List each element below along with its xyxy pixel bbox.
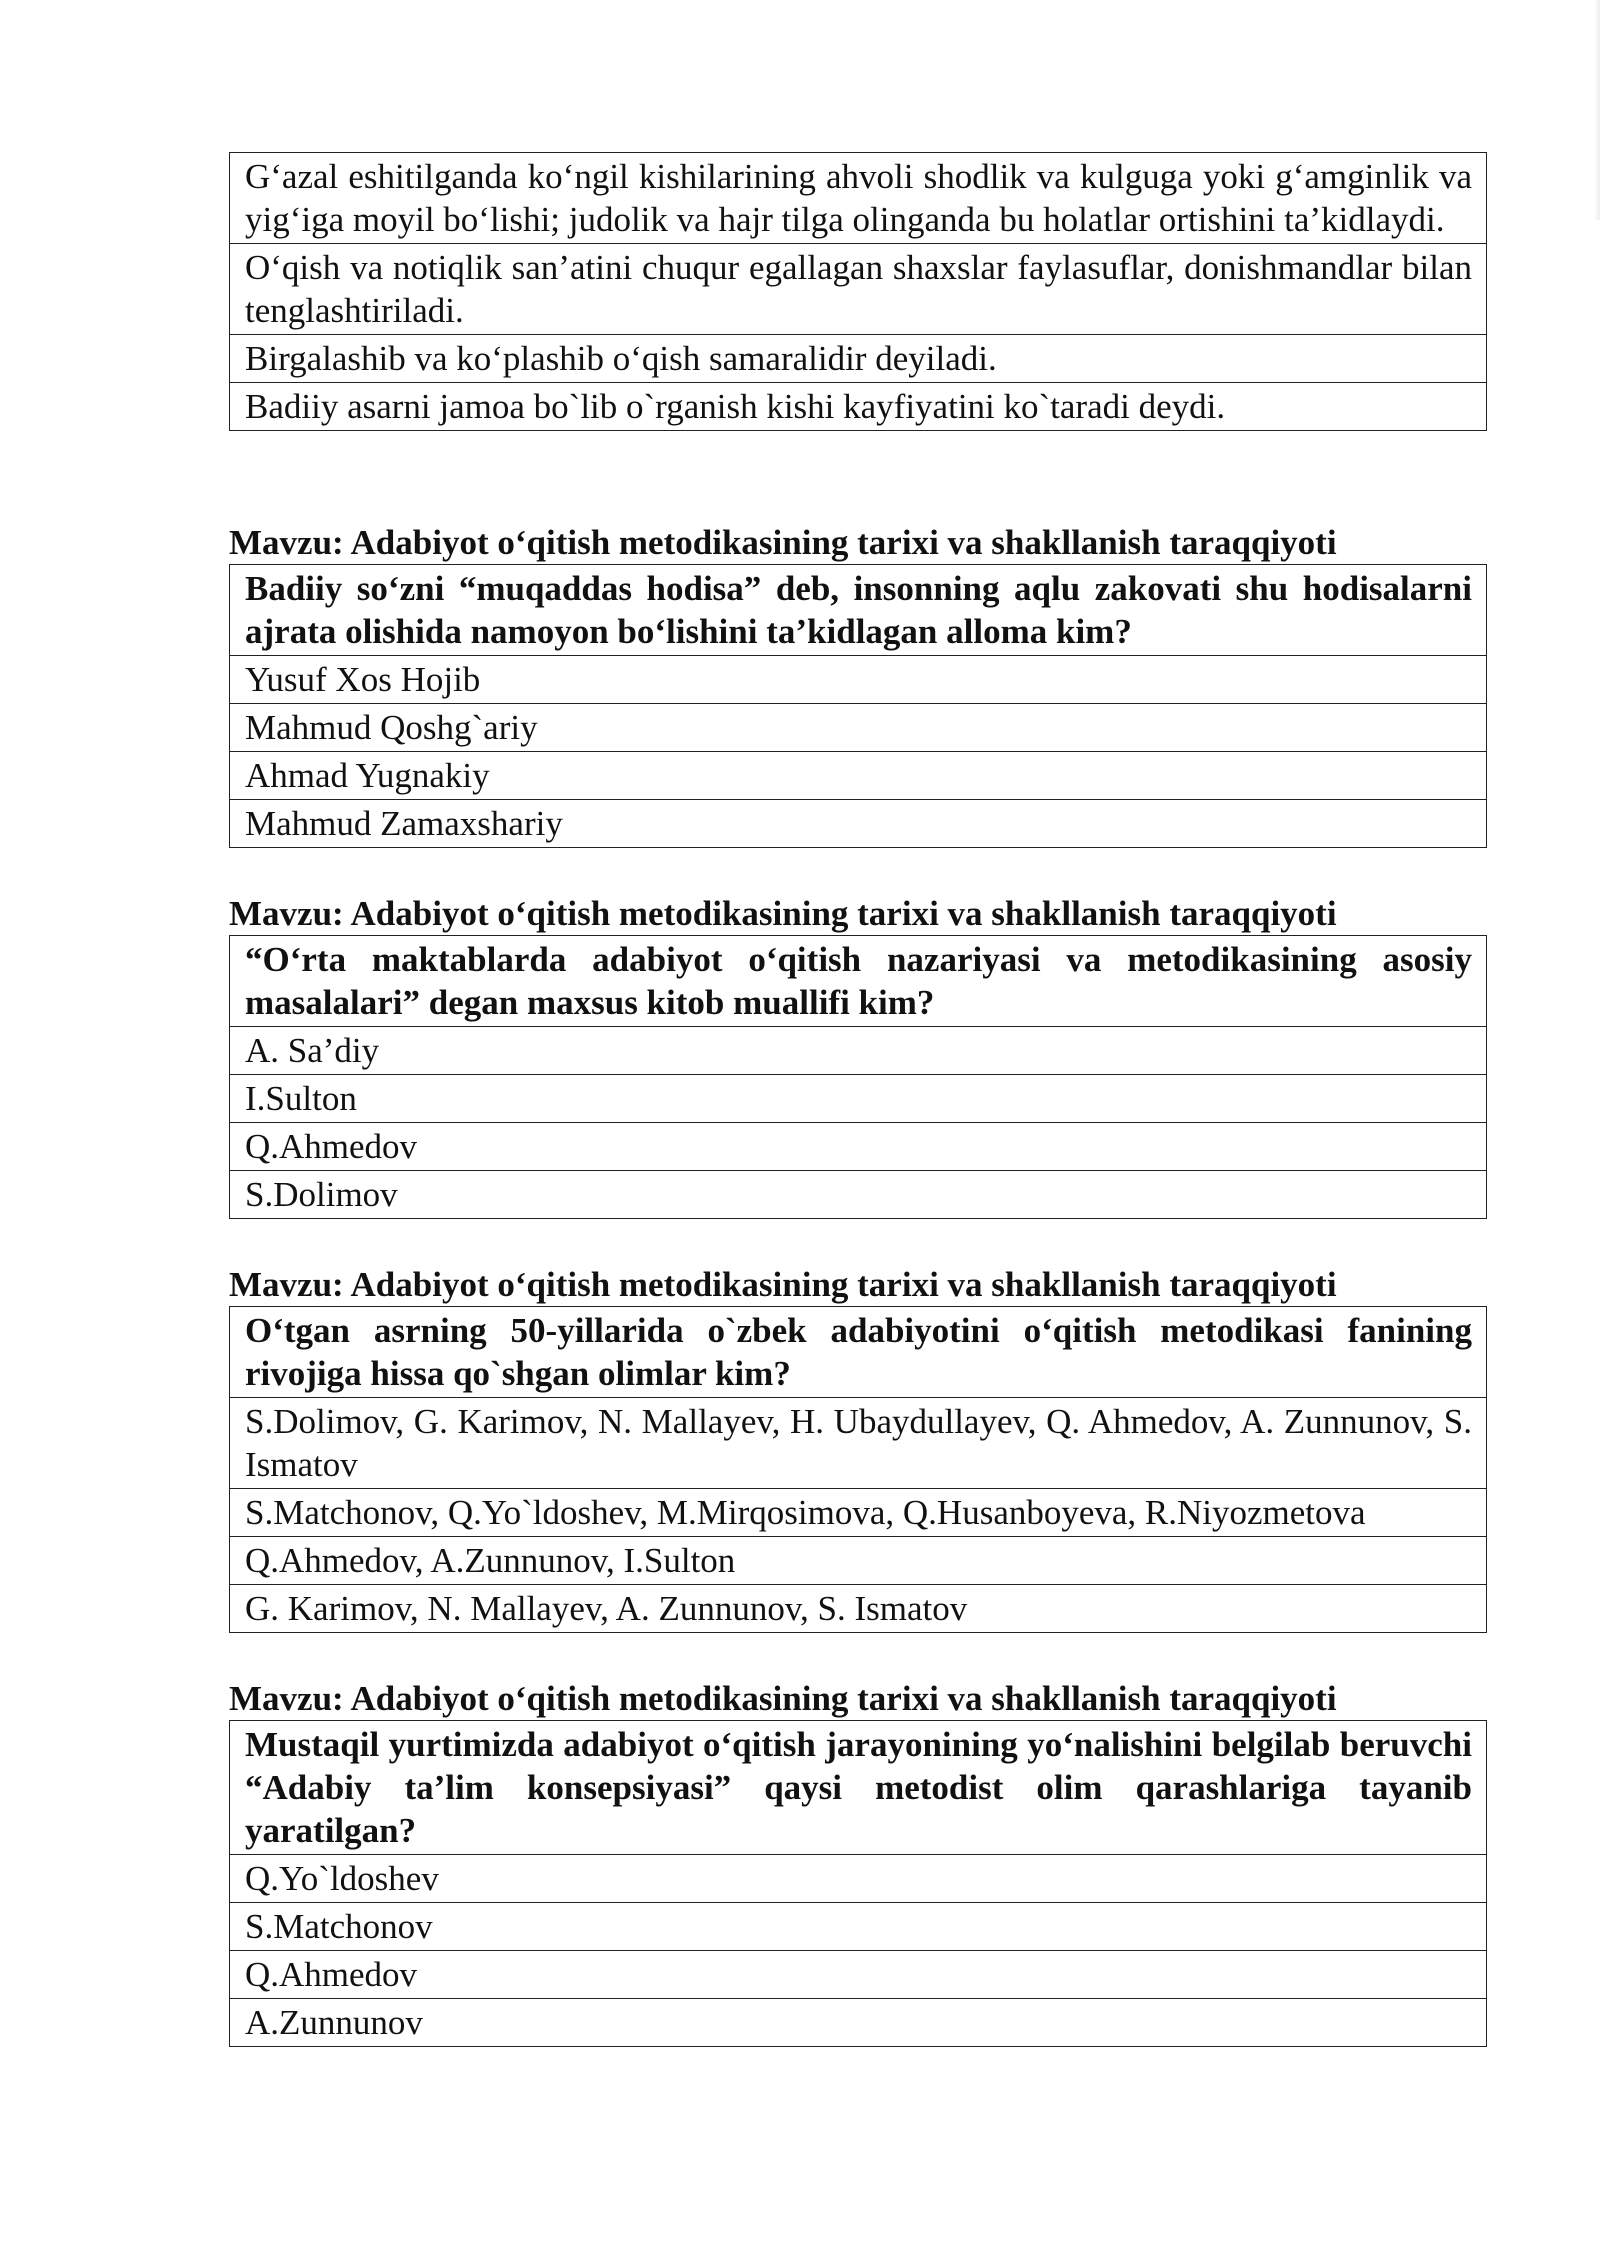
option-cell: G. Karimov, N. Mallayev, A. Zunnunov, S. Ismatov — [230, 1585, 1487, 1633]
option-row — [230, 335, 1487, 383]
option-row — [230, 1585, 1487, 1633]
option-cell: Q.Yo`ldoshev — [230, 1855, 1487, 1903]
option-cell: Q.Ahmedov — [230, 1123, 1487, 1171]
question-row — [230, 1721, 1487, 1855]
question-table — [229, 935, 1487, 1219]
question-table — [229, 564, 1487, 848]
test-block — [229, 152, 1487, 431]
option-cell: Yusuf Xos Hojib — [230, 656, 1487, 704]
option-cell: Ahmad Yugnakiy — [230, 752, 1487, 800]
option-cell: S.Dolimov — [230, 1171, 1487, 1219]
test-block — [229, 892, 1487, 1219]
option-cell: I.Sulton — [230, 1075, 1487, 1123]
option-cell: Badiiy asarni jamoa bo`lib o`rganish kishi kayfiyatini ko`taradi deydi. — [230, 383, 1487, 431]
option-cell: S.Matchonov — [230, 1903, 1487, 1951]
question-cell: “O‘rta maktablarda adabiyot o‘qitish nazariyasi va metodikasining asosiy masalalari” degan maxsus kitob muallifi kim? — [230, 936, 1487, 1027]
option-row — [230, 1027, 1487, 1075]
question-cell: Mustaqil yurtimizda adabiyot o‘qitish jarayonining yo‘nalishini belgilab beruvchi “Adabiy ta’lim konsepsiyasi” qaysi metodist olim qarashlariga tayanib yaratilgan? — [230, 1721, 1487, 1855]
option-row — [230, 1855, 1487, 1903]
question-cell: Badiiy so‘zni “muqaddas hodisa” deb, insonning aqlu zakovati shu hodisalarni ajrata olishida namoyon bo‘lishini ta’kidlagan alloma kim? — [230, 565, 1487, 656]
option-cell: S.Matchonov, Q.Yo`ldoshev, M.Mirqosimova, Q.Husanboyeva, R.Niyozmetova — [230, 1489, 1487, 1537]
question-cell: O‘tgan asrning 50-yillarida o`zbek adabiyotini o‘qitish metodikasi fanining rivojiga hissa qo`shgan olimlar kim? — [230, 1307, 1487, 1398]
option-cell: G‘azal eshitilganda ko‘ngil kishilarining ahvoli shodlik va kulguga yoki g‘amginlik va yig‘iga moyil bo‘lishi; judolik va hajr tilga olinganda bu holatlar ortishini ta’kidlaydi. — [230, 153, 1487, 244]
option-cell: Q.Ahmedov, A.Zunnunov, I.Sulton — [230, 1537, 1487, 1585]
question-row — [230, 1307, 1487, 1398]
option-row — [230, 383, 1487, 431]
option-cell: Birgalashib va ko‘plashib o‘qish samaralidir deyiladi. — [230, 335, 1487, 383]
test-block — [229, 521, 1487, 848]
option-row — [230, 1075, 1487, 1123]
topic-heading: Mavzu: Adabiyot o‘qitish metodikasining tarixi va shakllanish taraqqiyoti — [229, 523, 1337, 562]
question-row — [230, 565, 1487, 656]
option-cell: O‘qish va notiqlik san’atini chuqur egallagan shaxslar faylasuflar, donishmandlar bilan tenglashtiriladi. — [230, 244, 1487, 335]
option-cell: A.Zunnunov — [230, 1999, 1487, 2047]
question-table — [229, 1306, 1487, 1633]
option-row — [230, 1171, 1487, 1219]
option-row — [230, 1903, 1487, 1951]
topic-heading: Mavzu: Adabiyot o‘qitish metodikasining tarixi va shakllanish taraqqiyoti — [229, 1679, 1337, 1718]
topic-heading: Mavzu: Adabiyot o‘qitish metodikasining tarixi va shakllanish taraqqiyoti — [229, 1265, 1337, 1304]
option-row — [230, 1537, 1487, 1585]
topic-heading: Mavzu: Adabiyot o‘qitish metodikasining tarixi va shakllanish taraqqiyoti — [229, 894, 1337, 933]
options-table — [229, 152, 1487, 431]
question-row — [230, 936, 1487, 1027]
option-row — [230, 1398, 1487, 1489]
option-cell: S.Dolimov, G. Karimov, N. Mallayev, H. Ubaydullayev, Q. Ahmedov, A. Zunnunov, S. Ismatov — [230, 1398, 1487, 1489]
option-row — [230, 656, 1487, 704]
option-row — [230, 1489, 1487, 1537]
option-row — [230, 1951, 1487, 1999]
document-page — [229, 152, 1487, 2047]
option-cell: Mahmud Qoshg`ariy — [230, 704, 1487, 752]
option-row — [230, 752, 1487, 800]
option-cell: Q.Ahmedov — [230, 1951, 1487, 1999]
question-table — [229, 1720, 1487, 2047]
option-row — [230, 704, 1487, 752]
test-block — [229, 1263, 1487, 1633]
option-row — [230, 244, 1487, 335]
option-cell: Mahmud Zamaxshariy — [230, 800, 1487, 848]
option-row — [230, 1999, 1487, 2047]
option-row — [230, 1123, 1487, 1171]
option-row — [230, 800, 1487, 848]
option-cell: A. Sa’diy — [230, 1027, 1487, 1075]
page-edge-shadow — [1594, 0, 1600, 220]
test-block — [229, 1677, 1487, 2047]
option-row — [230, 153, 1487, 244]
